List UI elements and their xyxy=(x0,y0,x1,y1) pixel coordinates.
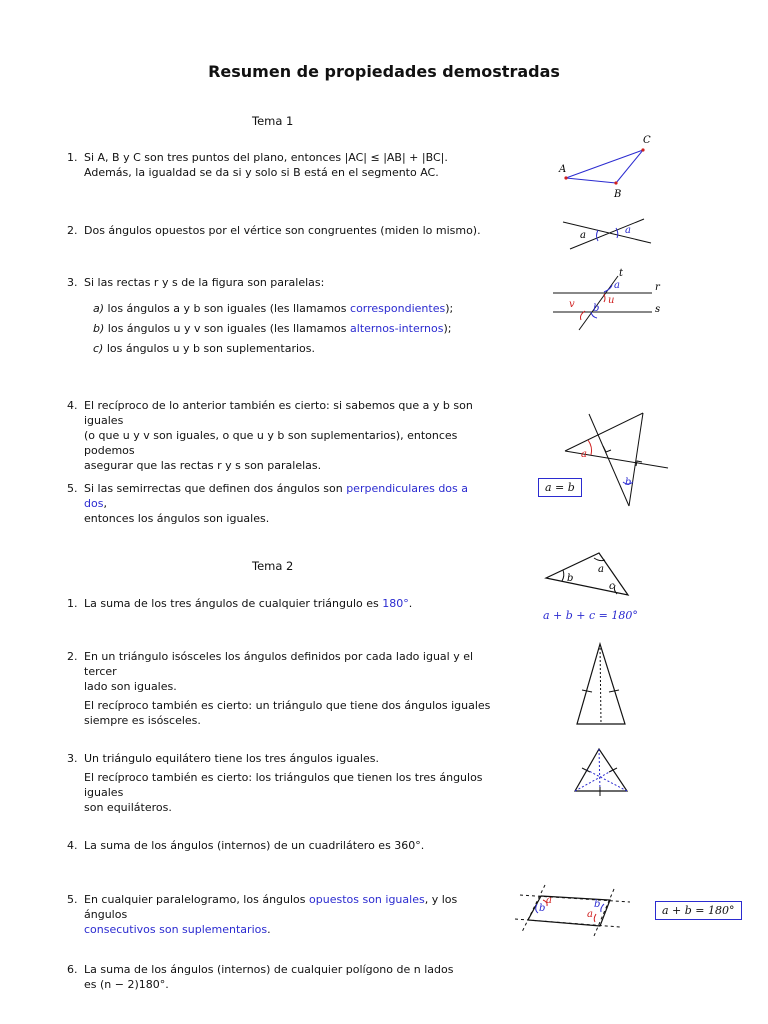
link-180[interactable]: 180° xyxy=(382,597,409,610)
item-text: Además, la igualdad se da si y solo si B está en el segmento AC. xyxy=(84,166,439,179)
link-alternos-internos[interactable]: alternos-internos xyxy=(350,322,444,335)
item-number: 5. xyxy=(67,893,78,906)
subitem-a: a) los ángulos a y b son iguales (les llamamos correspondientes); xyxy=(93,302,454,315)
item-text: entonces los ángulos son iguales. xyxy=(84,512,270,525)
label-c: c xyxy=(609,581,615,592)
link-perpendiculares[interactable]: perpendiculares dos a dos xyxy=(84,482,469,510)
link-consecutivos[interactable]: consecutivos son suplementarios xyxy=(84,923,268,936)
item-number: 1. xyxy=(67,597,78,610)
item-number: 1. xyxy=(67,151,78,164)
item-number: 4. xyxy=(67,839,78,852)
item-text: En un triángulo isósceles los ángulos definidos por cada lado igual y el tercer xyxy=(84,650,474,678)
label-A: A xyxy=(559,164,567,175)
item-number: 3. xyxy=(67,276,78,289)
item-text: El recíproco también es cierto: un triángulo que tiene dos ángulos iguales xyxy=(84,699,491,712)
item-text: El recíproco de lo anterior también es cierto: si sabemos que a y b son iguales xyxy=(84,399,473,427)
item-number: 6. xyxy=(67,963,78,976)
item-text: asegurar que las rectas r y s son paralelas. xyxy=(84,459,322,472)
item-text: Un triángulo equilátero tiene los tres ángulos iguales. xyxy=(84,752,379,765)
label-a-top: a xyxy=(546,895,552,906)
label-a: a xyxy=(614,280,620,291)
label-C: C xyxy=(643,135,651,146)
page-title: Resumen de propiedades demostradas xyxy=(208,62,560,81)
label-u: u xyxy=(608,295,615,306)
label-t: t xyxy=(619,268,624,279)
item-number: 3. xyxy=(67,752,78,765)
figure-parallel-lines xyxy=(553,268,661,330)
label-a-left: a xyxy=(580,230,586,241)
label-B: B xyxy=(614,189,622,200)
tema1-heading: Tema 1 xyxy=(252,114,294,128)
item-text: siempre es isósceles. xyxy=(84,714,201,727)
item-text: Si A, B y C son tres puntos del plano, entonces |AC| ≤ |AB| + |BC|. xyxy=(84,151,448,164)
label-b: b xyxy=(593,303,600,314)
label-r: r xyxy=(655,282,660,293)
figure-equilateral-triangle xyxy=(575,749,627,796)
label-a: a xyxy=(581,449,587,460)
item-text: El recíproco también es cierto: los triángulos que tienen los tres ángulos iguales xyxy=(84,771,483,799)
link-opuestos[interactable]: opuestos son iguales xyxy=(309,893,425,906)
label-b-left: b xyxy=(539,903,546,914)
label-a: a xyxy=(598,564,604,575)
item-text: La suma de los ángulos (internos) de cualquier polígono de n lados xyxy=(84,963,454,976)
subitem-b: b) los ángulos u y v son iguales (les llamamos alternos-internos); xyxy=(93,322,452,335)
item-text: La suma de los ángulos (internos) de un cuadrilátero es 360°. xyxy=(84,839,425,852)
item-number: 2. xyxy=(67,224,78,237)
subitem-c: c) los ángulos u y b son suplementarios. xyxy=(93,342,315,355)
item-text: Si las rectas r y s de la figura son paralelas: xyxy=(84,276,325,289)
label-b-right: b xyxy=(594,899,601,910)
figure-triangle-inequality xyxy=(558,135,651,200)
item-text: lado son iguales. xyxy=(84,680,177,693)
figure-vertical-angles xyxy=(563,219,651,249)
formula-box-supplementary: a + b = 180° xyxy=(655,901,742,920)
formula-box-a-equals-b: a = b xyxy=(538,478,582,497)
figure-isosceles-triangle xyxy=(577,644,625,724)
link-correspondientes[interactable]: correspondientes xyxy=(350,302,446,315)
tema2-heading: Tema 2 xyxy=(252,559,294,573)
figure-parallelogram xyxy=(515,885,630,936)
item-text: es (n − 2)180°. xyxy=(84,978,169,991)
item-number: 2. xyxy=(67,650,78,663)
label-a-bottom: a xyxy=(587,909,593,920)
figure-triangle-sum xyxy=(546,553,628,595)
label-b: b xyxy=(567,573,574,584)
label-b: b xyxy=(625,477,632,488)
formula-triangle-sum: a + b + c = 180° xyxy=(543,609,638,622)
figure-perpendicular-angles xyxy=(565,413,668,506)
item-number: 4. xyxy=(67,399,78,412)
item-text: son equiláteros. xyxy=(84,801,172,814)
label-a-right: a xyxy=(625,225,631,236)
item-text: (o que u y v son iguales, o que u y b son suplementarios), entonces podemos xyxy=(84,429,458,457)
item-number: 5. xyxy=(67,482,78,495)
label-v: v xyxy=(569,299,575,310)
label-s: s xyxy=(655,304,661,315)
item-text: Dos ángulos opuestos por el vértice son congruentes (miden lo mismo). xyxy=(84,224,481,237)
